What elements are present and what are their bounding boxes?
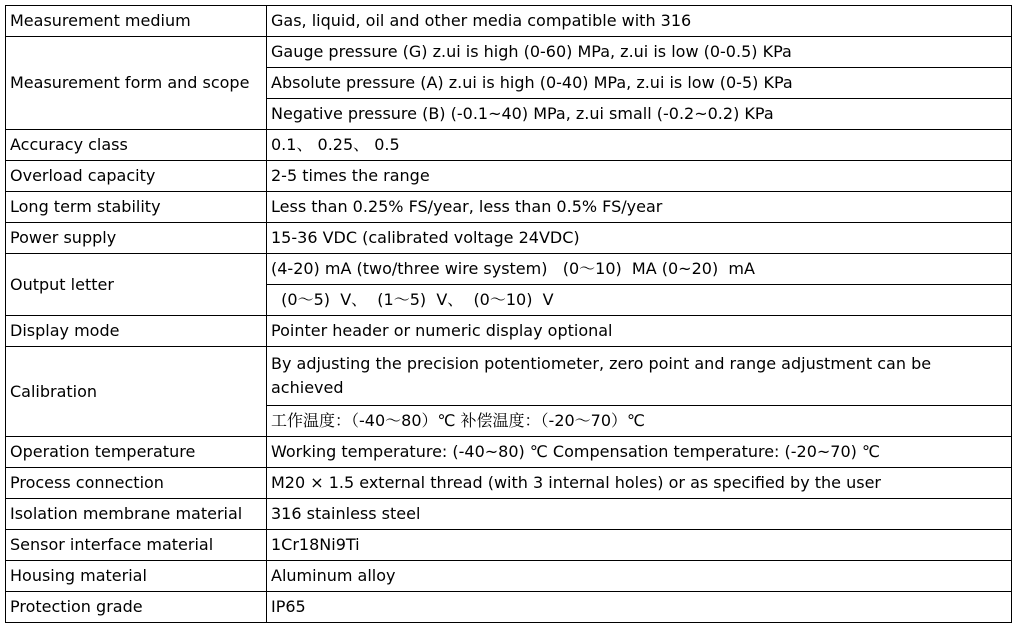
table-row (6, 192, 1012, 223)
table-row (6, 499, 1012, 530)
param-label: Power supply (6, 223, 267, 254)
table-row (6, 347, 1012, 406)
param-label: Overload capacity (6, 161, 267, 192)
table-row (6, 316, 1012, 347)
table-row (6, 130, 1012, 161)
param-value: Aluminum alloy (267, 561, 1012, 592)
param-label: Output letter (6, 254, 267, 316)
param-value: 0.1、 0.25、 0.5 (267, 130, 1012, 161)
table-row (6, 468, 1012, 499)
table-row (6, 6, 1012, 37)
param-value: Working temperature: (-40~80) ℃ Compensation temperature: (-20~70) ℃ (267, 437, 1012, 468)
param-label: Measurement medium (6, 6, 267, 37)
param-label: Isolation membrane material (6, 499, 267, 530)
param-value: Absolute pressure (A) z.ui is high (0-40) MPa, z.ui is low (0-5) KPa (267, 68, 1012, 99)
param-value: (4-20) mA (two/three wire system) (0～10) MA (0~20) mA (267, 254, 1012, 285)
param-label: Operation temperature (6, 437, 267, 468)
table-row (6, 254, 1012, 285)
param-value: 1Cr18Ni9Ti (267, 530, 1012, 561)
param-value: By adjusting the precision potentiometer, zero point and range adjustment can be achieved (267, 347, 1012, 406)
param-label: Sensor interface material (6, 530, 267, 561)
param-value: Gauge pressure (G) z.ui is high (0-60) MPa, z.ui is low (0-0.5) KPa (267, 37, 1012, 68)
param-label: Calibration (6, 347, 267, 437)
table-row (6, 37, 1012, 68)
param-label: Protection grade (6, 592, 267, 623)
table-row (6, 161, 1012, 192)
param-value: Less than 0.25% FS/year, less than 0.5% FS/year (267, 192, 1012, 223)
param-value: (0～5) V、 (1～5) V、 (0～10) V (267, 285, 1012, 316)
param-label: Display mode (6, 316, 267, 347)
param-value: Gas, liquid, oil and other media compatible with 316 (267, 6, 1012, 37)
param-label: Housing material (6, 561, 267, 592)
param-value: M20 × 1.5 external thread (with 3 internal holes) or as specified by the user (267, 468, 1012, 499)
param-value: 2-5 times the range (267, 161, 1012, 192)
param-value: 316 stainless steel (267, 499, 1012, 530)
param-value: Negative pressure (B) (-0.1~40) MPa, z.ui small (-0.2~0.2) KPa (267, 99, 1012, 130)
param-value: Pointer header or numeric display optional (267, 316, 1012, 347)
table-row (6, 437, 1012, 468)
param-label: Long term stability (6, 192, 267, 223)
param-value: IP65 (267, 592, 1012, 623)
table-row (6, 223, 1012, 254)
param-label: Accuracy class (6, 130, 267, 161)
table-row (6, 561, 1012, 592)
table-row (6, 592, 1012, 623)
param-value: 15-36 VDC (calibrated voltage 24VDC) (267, 223, 1012, 254)
spec-table (5, 5, 1012, 623)
table-row (6, 530, 1012, 561)
param-label: Measurement form and scope (6, 37, 267, 130)
param-value: 工作温度：（-40～80）℃ 补偿温度：（-20～70）℃ (267, 406, 1012, 437)
param-label: Process connection (6, 468, 267, 499)
